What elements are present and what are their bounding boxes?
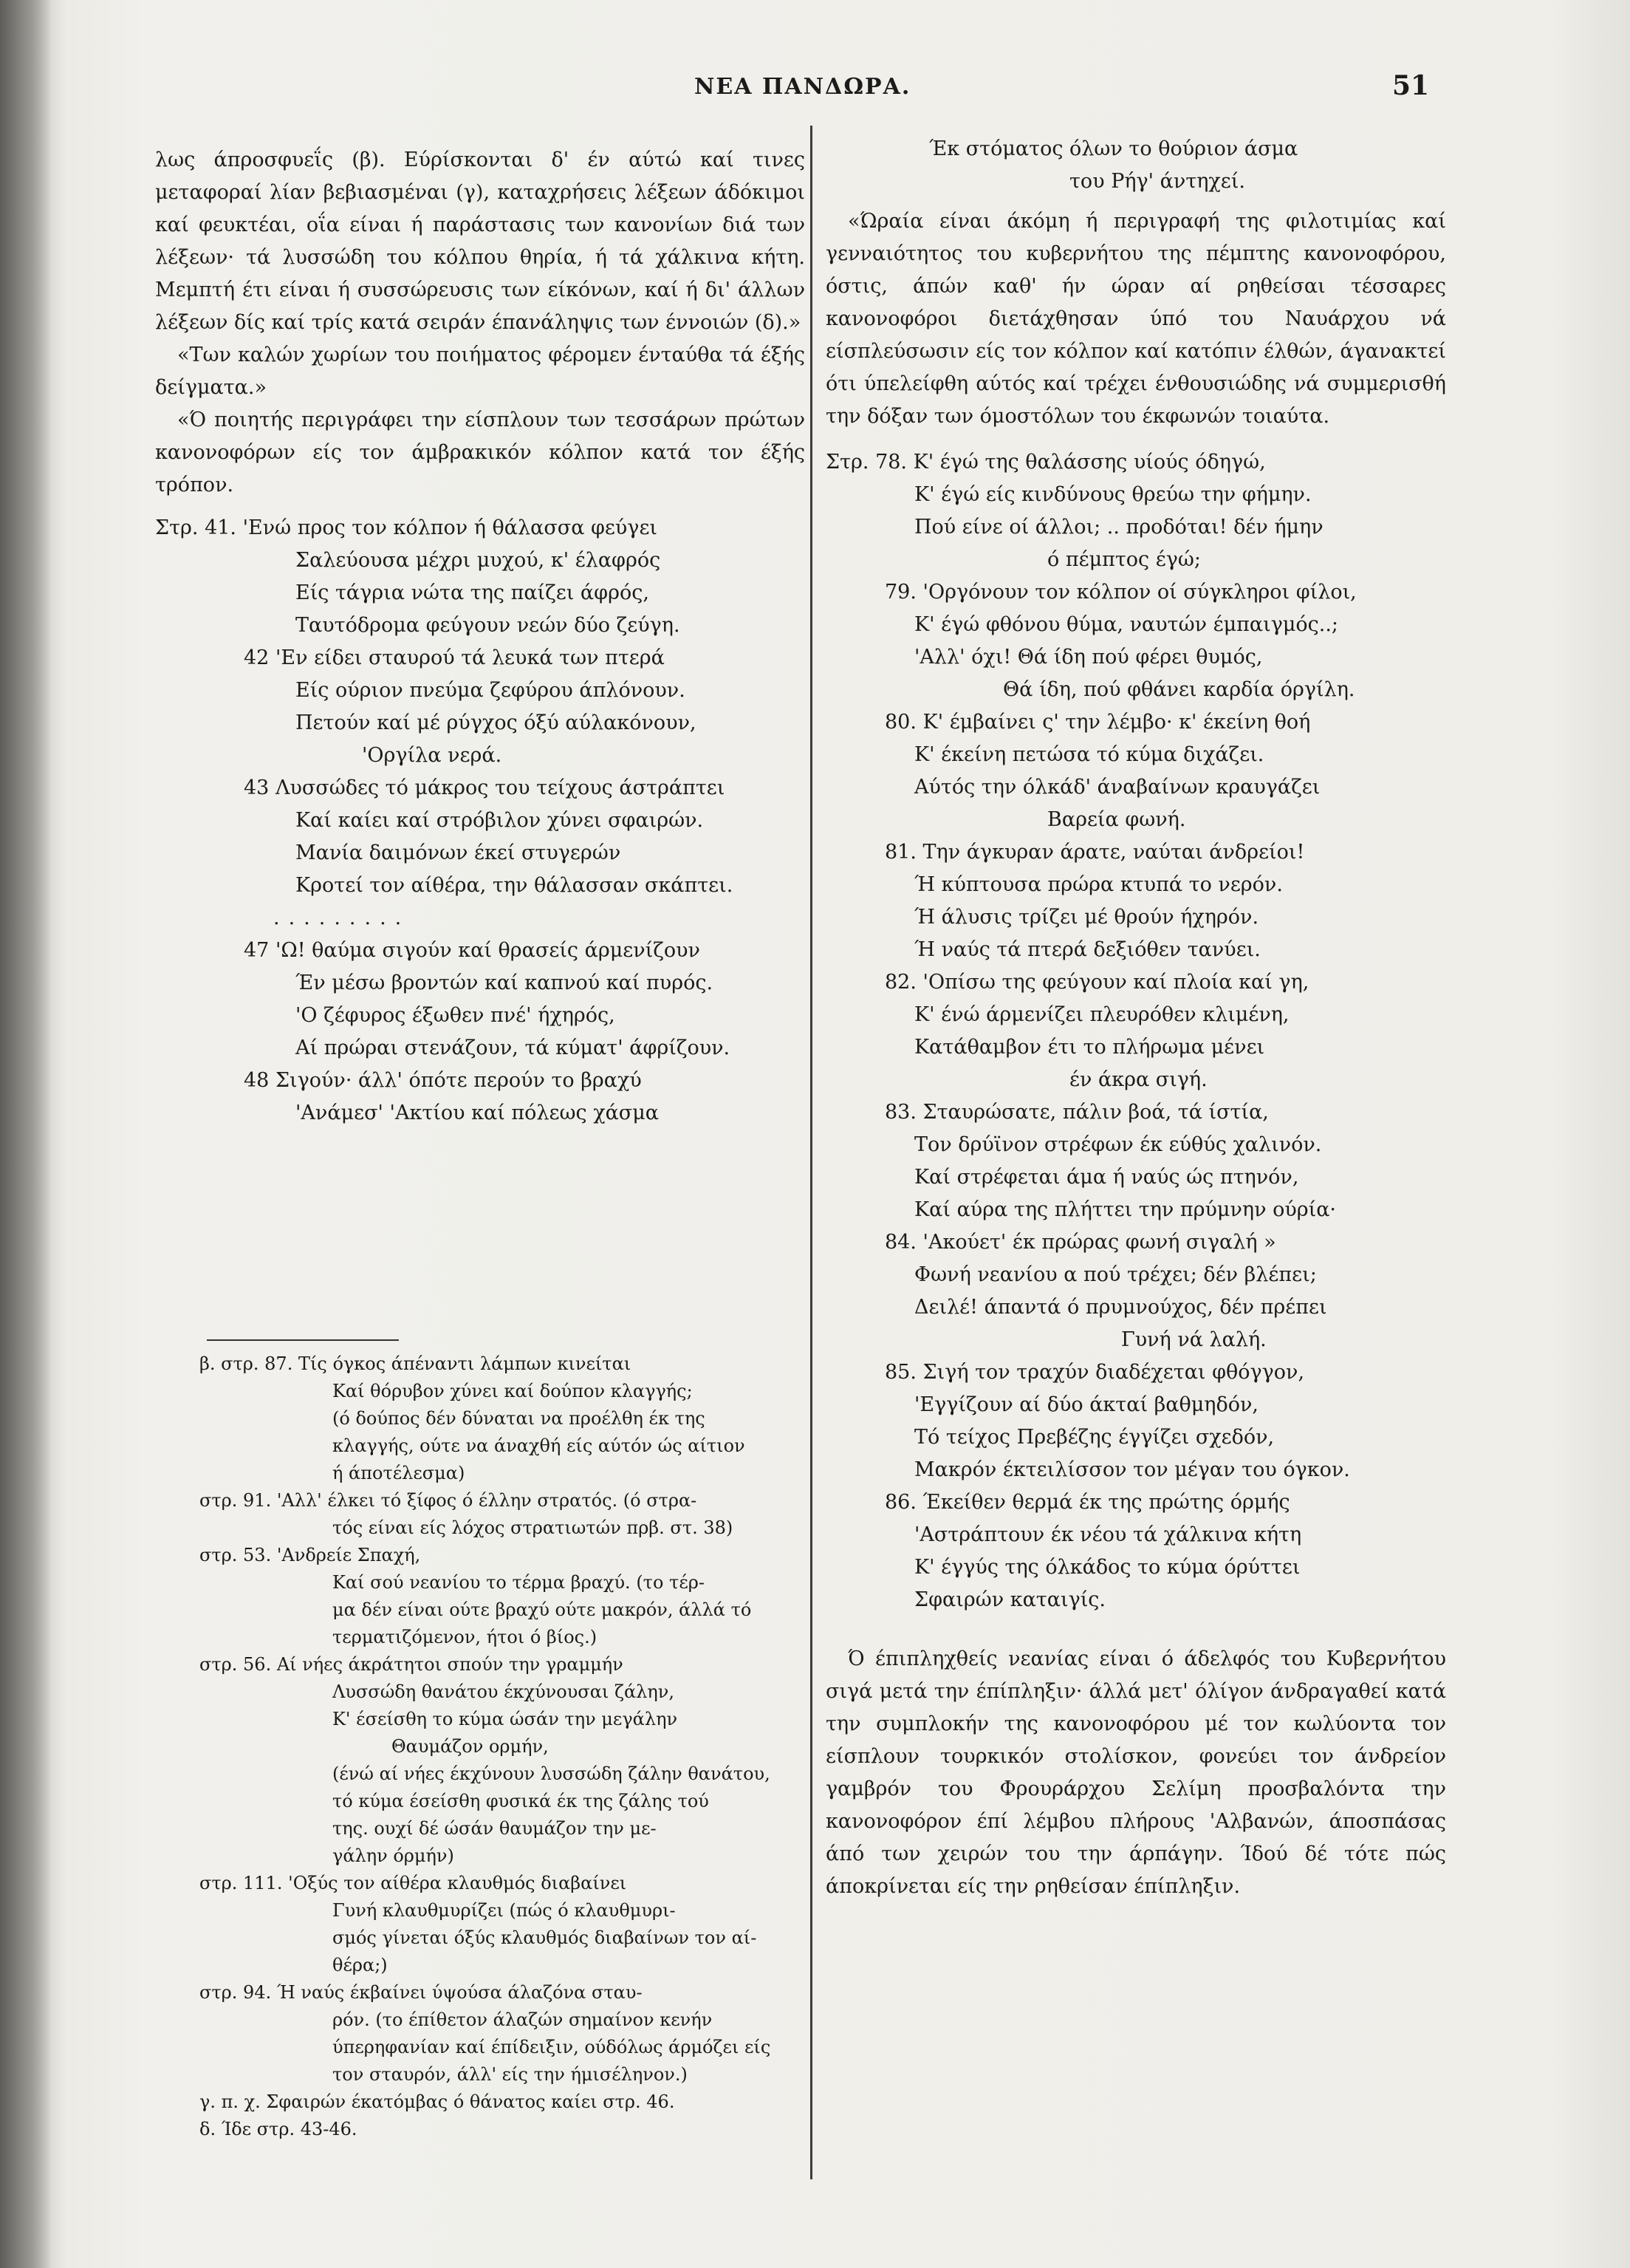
verse-line: Ή άλυσις τρίζει μέ θρούν ήχηρόν. (914, 906, 1259, 929)
verse-line: Καί αύρα της πλήττει την πρύμνην ούρία· (914, 1198, 1337, 1221)
verse-line: Πετούν καί μέ ρύγχος όξύ αύλακόνουν, (295, 711, 696, 734)
verse-line: 81. Την άγκυραν άρατε, ναύται άνδρείοι! (885, 841, 1305, 864)
verse-line: Μακρόν έκτειλίσσον τον μέγαν του όγκον. (914, 1458, 1350, 1481)
verse-line: 'Αλλ' όχι! Θά ίδη πού φέρει θυμός, (914, 646, 1263, 669)
verse-line: 83. Σταυρώσατε, πάλιν βοά, τά ίστία, (885, 1101, 1269, 1124)
verse-line: 43 Λυσσώδες τό μάκρος του τείχους άστράπτει (244, 776, 725, 799)
footnote-line: στρ. 91. 'Αλλ' έλκει τό ξίφος ό έλλην στρατός. (ό στρα- (199, 1490, 697, 1511)
footnote-line: δ. Ίδε στρ. 43-46. (199, 2119, 357, 2139)
footnote-rule (207, 1339, 399, 1341)
verse-line: Γυνή νά λαλή. (1121, 1328, 1267, 1351)
verse-line: του Ρήγ' άντηχεί. (1069, 170, 1245, 193)
paragraph: λως άπροσφυεΐς (β). Εύρίσκονται δ' έν αύτώ καί τινες μεταφοραί λίαν βεβιασμέναι (γ), καταχρήσεις λέξεων άδόκιμοι καί φευκτέαι, οΐα είναι ή παράστασις των κανονίων διά των λέξεων· τά λυσσώδη του κόλπου θηρία, ή τά χάλκινα κήτη. Μεμπτή έτι είναι ή συσσώρευσις των είκόνων, καί ή δι' άλλων λέξεων δίς καί τρίς κατά σειράν έπανάληψις των έννοιών (δ).» (155, 148, 805, 334)
footnote-line: στρ. 56. Αί νήες άκράτητοι σπούν την γραμμήν (199, 1654, 623, 1675)
footnote-line: (ένώ αί νήες έκχύνουν λυσσώδη ζάλην θανάτου, (332, 1763, 770, 1784)
verse-line: Είς τάγρια νώτα της παίζει άφρός, (295, 581, 649, 604)
footnote-line: γ. π. χ. Σφαιρών έκατόμβας ό θάνατος καίει στρ. 46. (199, 2091, 675, 2112)
verse-line: Μανία δαιμόνων έκεί στυγερών (295, 841, 621, 864)
footnote-line: στρ. 94. Ή ναύς έκβαίνει ύψούσα άλαζόνα σταυ- (199, 1982, 643, 2003)
left-column (155, 144, 805, 1130)
footnote-line: τό κύμα έσείσθη φυσικά έκ της ζάλης τού (332, 1791, 709, 1811)
footnote-line: στρ. 111. 'Οξύς τον αίθέρα κλαυθμός διαβαίνει (199, 1873, 627, 1893)
footnote-line: ρόν. (το έπίθετον άλαζών σημαίνον κενήν (332, 2009, 713, 2030)
book-binding-shadow (0, 0, 52, 2268)
verse-line: Στρ. 41. 'Ενώ προς τον κόλπον ή θάλασσα φεύγει (155, 516, 658, 539)
verse-line: Κ' έγγύς της όλκάδος το κύμα όρύττει (914, 1556, 1301, 1579)
paragraph: Ό έπιπληχθείς νεανίας είναι ό άδελφός του Κυβερνήτου σιγά μετά την έπίπληξιν· άλλά μετ' όλίγον άνδραγαθεί κατά την συμπλοκήν της κανονοφόρου μέ τον κωλύοντα τον είσπλουν τουρκικόν στολίσκον, φονεύει τον άνδρείον γαμβρόν του Φρουράρχου Σελίμη προσβαλόντα την κανονοφόρον έπί λέμβου πλήρους 'Αλβανών, άποσπάσας άπό των χειρών του την άρπάγην. Ίδού δέ τότε πώς άποκρίνεται είς την ρηθείσαν έπίπληξιν. (826, 1647, 1446, 1898)
verse-line: Πού είνε οί άλλοι; .. προδόται! δέν ήμην (914, 516, 1323, 539)
verse-line: Κ' έκείνη πετώσα τό κύμα διχάζει. (914, 743, 1264, 766)
footnote-line: τον σταυρόν, άλλ' είς την ήμισέληνον.) (332, 2064, 688, 2085)
footnote-line: της. ουχί δέ ώσάν θαυμάζον την με- (332, 1818, 657, 1839)
ellipsis-row: ......... (273, 906, 411, 929)
verse-line: Βαρεία φωνή. (1047, 808, 1186, 831)
verse-line: 82. 'Οπίσω της φεύγουν καί πλοία καί γη, (885, 971, 1309, 994)
footnote-line: τερματιζόμενον, ήτοι ό βίος.) (332, 1627, 597, 1647)
verse-line: Σαλεύουσα μέχρι μυχού, κ' έλαφρός (295, 549, 661, 572)
verse-line: 84. 'Ακούετ' έκ πρώρας φωνή σιγαλή » (885, 1231, 1276, 1254)
verse-line: Σφαιρών καταιγίς. (914, 1588, 1106, 1611)
footnote-line: μα δέν είναι ούτε βραχύ ούτε μακρόν, άλλά τό (332, 1599, 752, 1620)
verse-line: Είς ούριον πνεύμα ζεφύρου άπλόνουν. (295, 679, 685, 702)
footnote-line: σμός γίνεται όξύς κλαυθμός διαβαίνων τον αί- (332, 1927, 757, 1948)
verse-line: έν άκρα σιγή. (1069, 1068, 1208, 1091)
verse-line: 'Εγγίζουν αί δύο άκταί βαθμηδόν, (914, 1393, 1259, 1416)
footnotes (199, 1350, 835, 2143)
footnote-line: ή άποτέλεσμα) (332, 1463, 465, 1483)
verse-line: Καί στρέφεται άμα ή ναύς ώς πτηνόν, (914, 1166, 1299, 1189)
footnote-line: Γυνή κλαυθμυρίζει (πώς ό κλαυθμυρι- (332, 1900, 676, 1921)
verse-line: 42 'Εν είδει σταυρού τά λευκά των πτερά (244, 646, 665, 669)
footnote-line: θέρα;) (332, 1955, 388, 1975)
verse-line: Αί πρώραι στενάζουν, τά κύματ' άφρίζουν. (295, 1036, 730, 1059)
verse-line: Ή κύπτουσα πρώρα κτυπά το νερόν. (914, 873, 1283, 896)
verse-line: Κ' έγώ φθόνου θύμα, ναυτών έμπαιγμός..; (914, 613, 1339, 636)
verse-line: Αύτός την όλκάδ' άναβαίνων κραυγάζει (914, 776, 1321, 799)
page-number: 51 (1392, 70, 1430, 101)
running-header: ΝΕΑ ΠΑΝΔΩΡΑ. (694, 74, 911, 100)
footnote-line: Καί θόρυβον χύνει καί δούπον κλαγγής; (332, 1381, 693, 1401)
verse-line: 'Ανάμεσ' 'Ακτίου καί πόλεως χάσμα (295, 1101, 660, 1124)
paragraph: «Ώραία είναι άκόμη ή περιγραφή της φιλοτιμίας καί γενναιότητος του κυβερνήτου της πέμπτης κανονοφόρου, όστις, άπών καθ' ήν ώραν αί ρηθείσαι τέσσαρες κανονοφόροι διετάχθησαν ύπό του Ναυάρχου νά είσπλεύσωσιν είς τον κόλπον καί κατόπιν έλθών, άγανακτεί ότι ύπελείφθη αύτός καί τρέχει ένθουσιώδης νά συμμερισθή την δόξαν των όμοστόλων του έκφωνών τοιαύτα. (826, 210, 1446, 428)
footnote-line: γάλην όρμήν) (332, 1845, 454, 1866)
footnote-line: στρ. 53. 'Ανδρείε Σπαχή, (199, 1545, 421, 1565)
verse-line: 79. 'Οργόνουν τον κόλπον οί σύγκληροι φίλοι, (885, 581, 1357, 604)
footnote-line: Θαυμάζον ορμήν, (391, 1736, 549, 1757)
right-column (826, 133, 1446, 1903)
verse-line: Κροτεί τον αίθέρα, την θάλασσαν σκάπτει. (295, 874, 733, 897)
footnote-line: β. στρ. 87. Τίς όγκος άπέναντι λάμπων κινείται (199, 1353, 631, 1374)
verse-line: Κατάθαμβον έτι το πλήρωμα μένει (914, 1036, 1265, 1059)
verse-line: 'Οργίλα νερά. (362, 744, 502, 767)
verse-line: Κ' έγώ είς κινδύνους θρεύω την φήμην. (914, 483, 1312, 506)
verse-line: Θά ίδη, πού φθάνει καρδία όργίλη. (1003, 678, 1355, 701)
verse-line: Στρ. 78. Κ' έγώ της θαλάσσης υίούς όδηγώ, (826, 451, 1266, 474)
footnote-line: Λυσσώδη θανάτου έκχύνουσαι ζάλην, (332, 1681, 674, 1702)
verse-line: Έκ στόματος όλων το θούριον άσμα (929, 137, 1298, 160)
verse-line: 47 'Ω! θαύμα σιγούν καί θρασείς άρμενίζουν (244, 939, 700, 962)
paragraph: «Ό ποιητής περιγράφει την είσπλουν των τεσσάρων πρώτων κανονοφόρων είς τον άμβρακικόν κόλπον κατά τον έξής τρόπον. (155, 409, 805, 496)
verse-line: 86. Έκείθεν θερμά έκ της πρώτης όρμής (885, 1491, 1290, 1514)
verse-line: Κ' ένώ άρμενίζει πλευρόθεν κλιμένη, (914, 1003, 1290, 1026)
footnote-line: Καί σού νεανίου το τέρμα βραχύ. (το τέρ- (332, 1572, 705, 1593)
footnote-line: κλαγγής, ούτε να άναχθή είς αύτόν ώς αίτιον (332, 1435, 745, 1456)
verse-line: Τό τείχος Πρεβέζης έγγίζει σχεδόν, (914, 1426, 1275, 1449)
verse-line: 48 Σιγούν· άλλ' όπότε περούν το βραχύ (244, 1069, 642, 1092)
verse-line: Έν μέσω βροντών καί καπνού καί πυρός. (295, 971, 713, 994)
verse-line: Φωνή νεανίου α πού τρέχει; δέν βλέπει; (914, 1263, 1317, 1286)
verse-line: Καί καίει καί στρόβιλον χύνει σφαιρών. (295, 809, 704, 832)
verse-line: 'Αστράπτουν έκ νέου τά χάλκινα κήτη (914, 1523, 1302, 1546)
verse-line: Τον δρύϊνον στρέφων έκ εύθύς χαλινόν. (914, 1133, 1322, 1156)
verse-line: ό πέμπτος έγώ; (1047, 548, 1201, 571)
paragraph: «Των καλών χωρίων του ποιήματος φέρομεν ένταύθα τά έξής δείγματα.» (155, 344, 805, 399)
verse-line: 85. Σιγή τον τραχύν διαδέχεται φθόγγον, (885, 1361, 1305, 1384)
footnote-line: ύπερηφανίαν καί έπίδειξιν, ούδόλως άρμόζει είς (332, 2037, 771, 2057)
verse-line: Ή ναύς τά πτερά δεξιόθεν τανύει. (914, 938, 1261, 961)
verse-line: Ταυτόδρομα φεύγουν νεών δύο ζεύγη. (295, 614, 680, 637)
verse-line: 'Ο ζέφυρος έξωθεν πνέ' ήχηρός, (295, 1004, 615, 1027)
footnote-line: (ό δούπος δέν δύναται να προέλθη έκ της (332, 1408, 705, 1429)
verse-line: 80. Κ' έμβαίνει ς' την λέμβο· κ' έκείνη θοή (885, 711, 1311, 734)
footnote-line: τός είναι είς λόχος στρατιωτών πρβ. στ. 38) (332, 1517, 733, 1538)
footnote-line: Κ' έσείσθη το κύμα ώσάν την μεγάλην (332, 1709, 678, 1729)
verse-line: Δειλέ! άπαντά ό πρυμνούχος, δέν πρέπει (914, 1296, 1327, 1319)
